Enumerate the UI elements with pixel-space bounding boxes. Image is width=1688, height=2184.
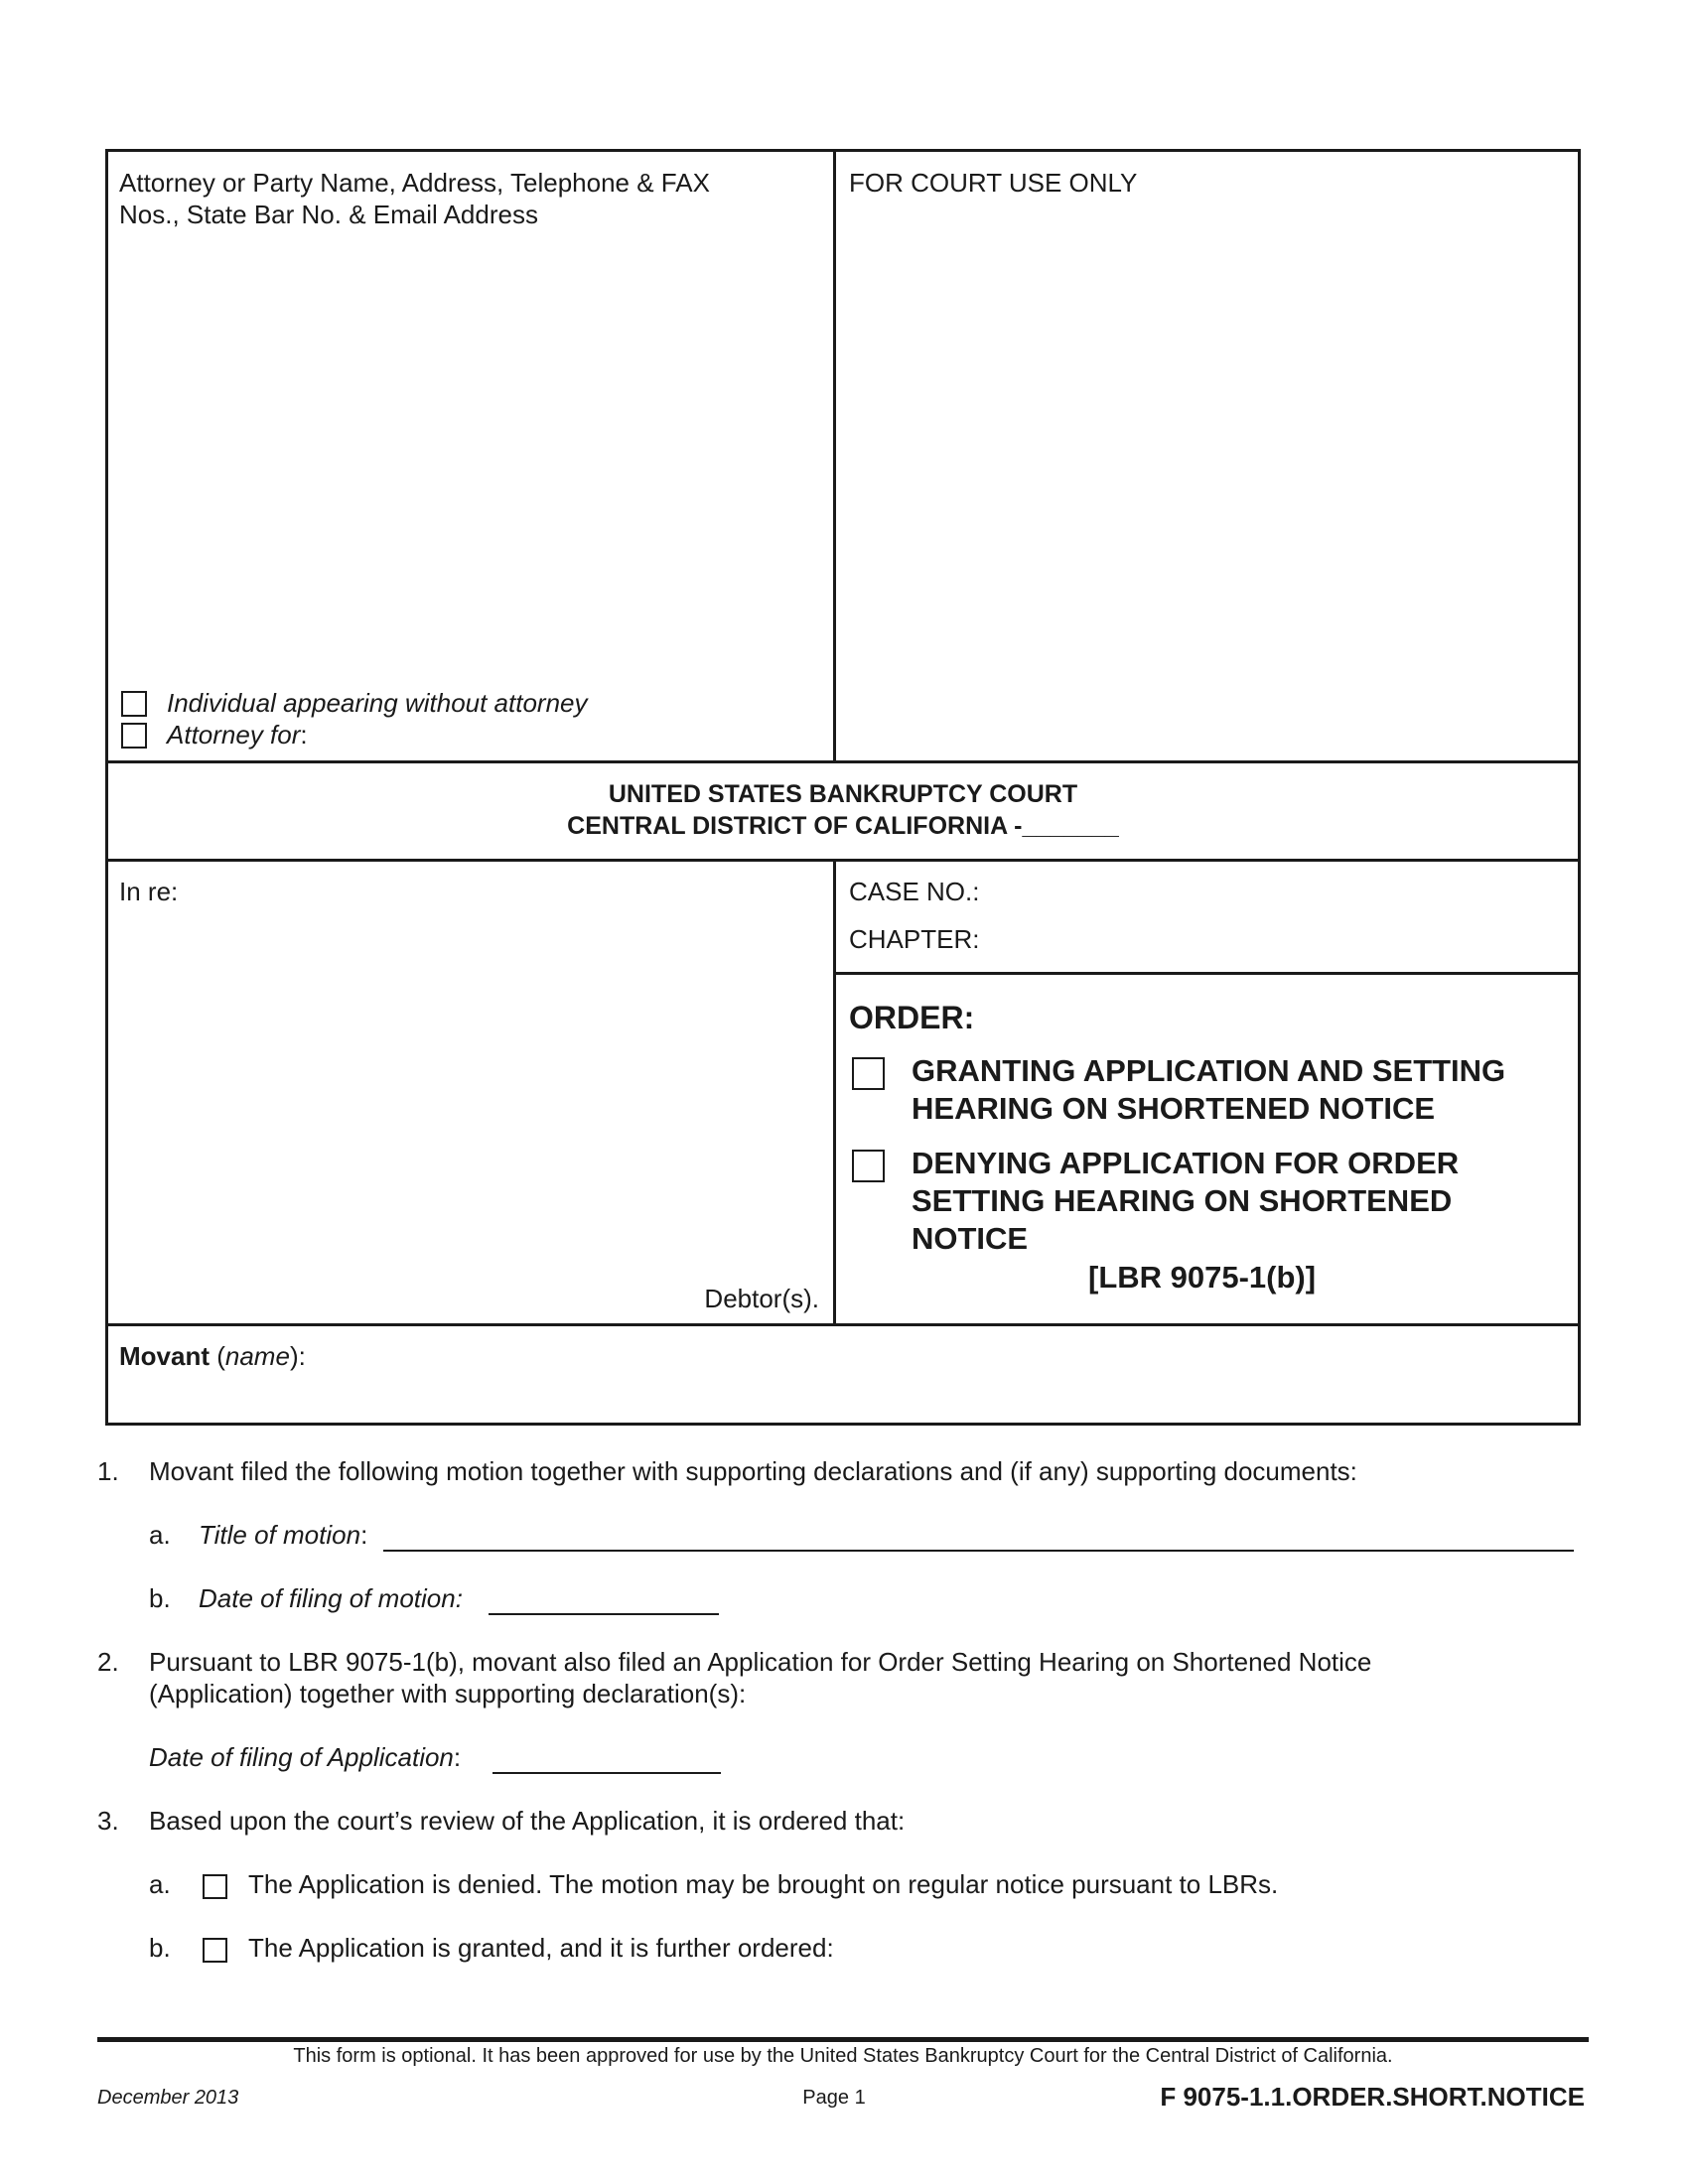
item-2-text: Pursuant to LBR 9075-1(b), movant also filed an Application for Order Setting Hearing on Shortened Notice	[149, 1647, 1372, 1677]
divider-top-vertical	[833, 149, 836, 762]
divider-court-bottom	[105, 859, 1581, 862]
movant-name-label: Movant (name):	[119, 1341, 306, 1371]
title-of-motion-field[interactable]	[383, 1525, 1574, 1552]
denying-option-label: DENYING APPLICATION FOR ORDER	[912, 1146, 1460, 1180]
caption-border-bottom	[105, 1423, 1581, 1426]
item-3-text: Based upon the court’s review of the Application, it is ordered that:	[149, 1806, 906, 1836]
granting-checkbox[interactable]	[852, 1057, 885, 1090]
denying-option-label-end: NOTICE	[912, 1221, 1029, 1256]
denying-option-label-continued: SETTING HEARING ON SHORTENED	[912, 1183, 1453, 1218]
attorney-info-label: Attorney or Party Name, Address, Telephone & FAX	[119, 168, 710, 198]
application-granted-checkbox[interactable]	[203, 1938, 227, 1963]
court-district: CENTRAL DISTRICT OF CALIFORNIA -_______	[567, 812, 1119, 840]
caption-border-top	[105, 149, 1581, 152]
item-1-number: 1.	[97, 1456, 119, 1486]
divider-mid-vertical	[833, 859, 836, 1325]
divider-movant-top	[105, 1323, 1581, 1326]
application-granted-label: The Application is granted, and it is further ordered:	[248, 1933, 834, 1963]
divider-case-chapter	[833, 972, 1581, 975]
title-of-motion-label: Title of motion:	[199, 1520, 368, 1550]
individual-without-attorney-checkbox[interactable]	[121, 691, 147, 717]
attorney-for-checkbox[interactable]	[121, 723, 147, 749]
granting-option-label: GRANTING APPLICATION AND SETTING	[912, 1053, 1506, 1088]
date-of-filing-motion-label: Date of filing of motion:	[199, 1583, 463, 1613]
application-denied-checkbox[interactable]	[203, 1874, 227, 1899]
application-denied-label: The Application is denied. The motion may be brought on regular notice pursuant to LBRs.	[248, 1869, 1279, 1899]
case-number-label: CASE NO.:	[849, 877, 980, 906]
date-of-filing-motion-field[interactable]	[489, 1588, 719, 1615]
denying-checkbox[interactable]	[852, 1150, 885, 1182]
court-use-only-label: FOR COURT USE ONLY	[849, 168, 1138, 198]
divider-court-top	[105, 760, 1581, 763]
footer-revision-date: December 2013	[97, 2087, 239, 2109]
order-title: ORDER:	[849, 1000, 975, 1035]
footer-rule	[97, 2037, 1589, 2042]
lbr-rule-reference: [LBR 9075-1(b)]	[1088, 1260, 1317, 1295]
caption-border-right	[1578, 149, 1581, 1426]
debtors-label: Debtor(s).	[704, 1284, 819, 1313]
item-2-text-continued: (Application) together with supporting declaration(s):	[149, 1679, 747, 1708]
item-1a-letter: a.	[149, 1520, 171, 1550]
item-3b-letter: b.	[149, 1933, 171, 1963]
item-1-text: Movant filed the following motion together with supporting declarations and (if any) supporting documents:	[149, 1456, 1357, 1486]
individual-without-attorney-label: Individual appearing without attorney	[167, 688, 588, 718]
attorney-info-label-continued: Nos., State Bar No. & Email Address	[119, 200, 538, 229]
item-2-number: 2.	[97, 1647, 119, 1677]
footer-page-number: Page 1	[802, 2087, 866, 2109]
item-3-number: 3.	[97, 1806, 119, 1836]
footer-form-id: F 9075-1.1.ORDER.SHORT.NOTICE	[1160, 2082, 1585, 2112]
footer-notice: This form is optional. It has been approved for use by the United States Bankruptcy Court for the Central District of California.	[293, 2045, 1393, 2067]
granting-option-label-continued: HEARING ON SHORTENED NOTICE	[912, 1091, 1436, 1126]
date-of-filing-application-label: Date of filing of Application:	[149, 1742, 462, 1772]
chapter-label: CHAPTER:	[849, 924, 980, 954]
item-3a-letter: a.	[149, 1869, 171, 1899]
attorney-for-label: Attorney for:	[167, 720, 308, 750]
in-re-label: In re:	[119, 877, 179, 906]
item-1b-letter: b.	[149, 1583, 171, 1613]
date-of-filing-application-field[interactable]	[492, 1747, 721, 1774]
court-name: UNITED STATES BANKRUPTCY COURT	[608, 780, 1078, 808]
